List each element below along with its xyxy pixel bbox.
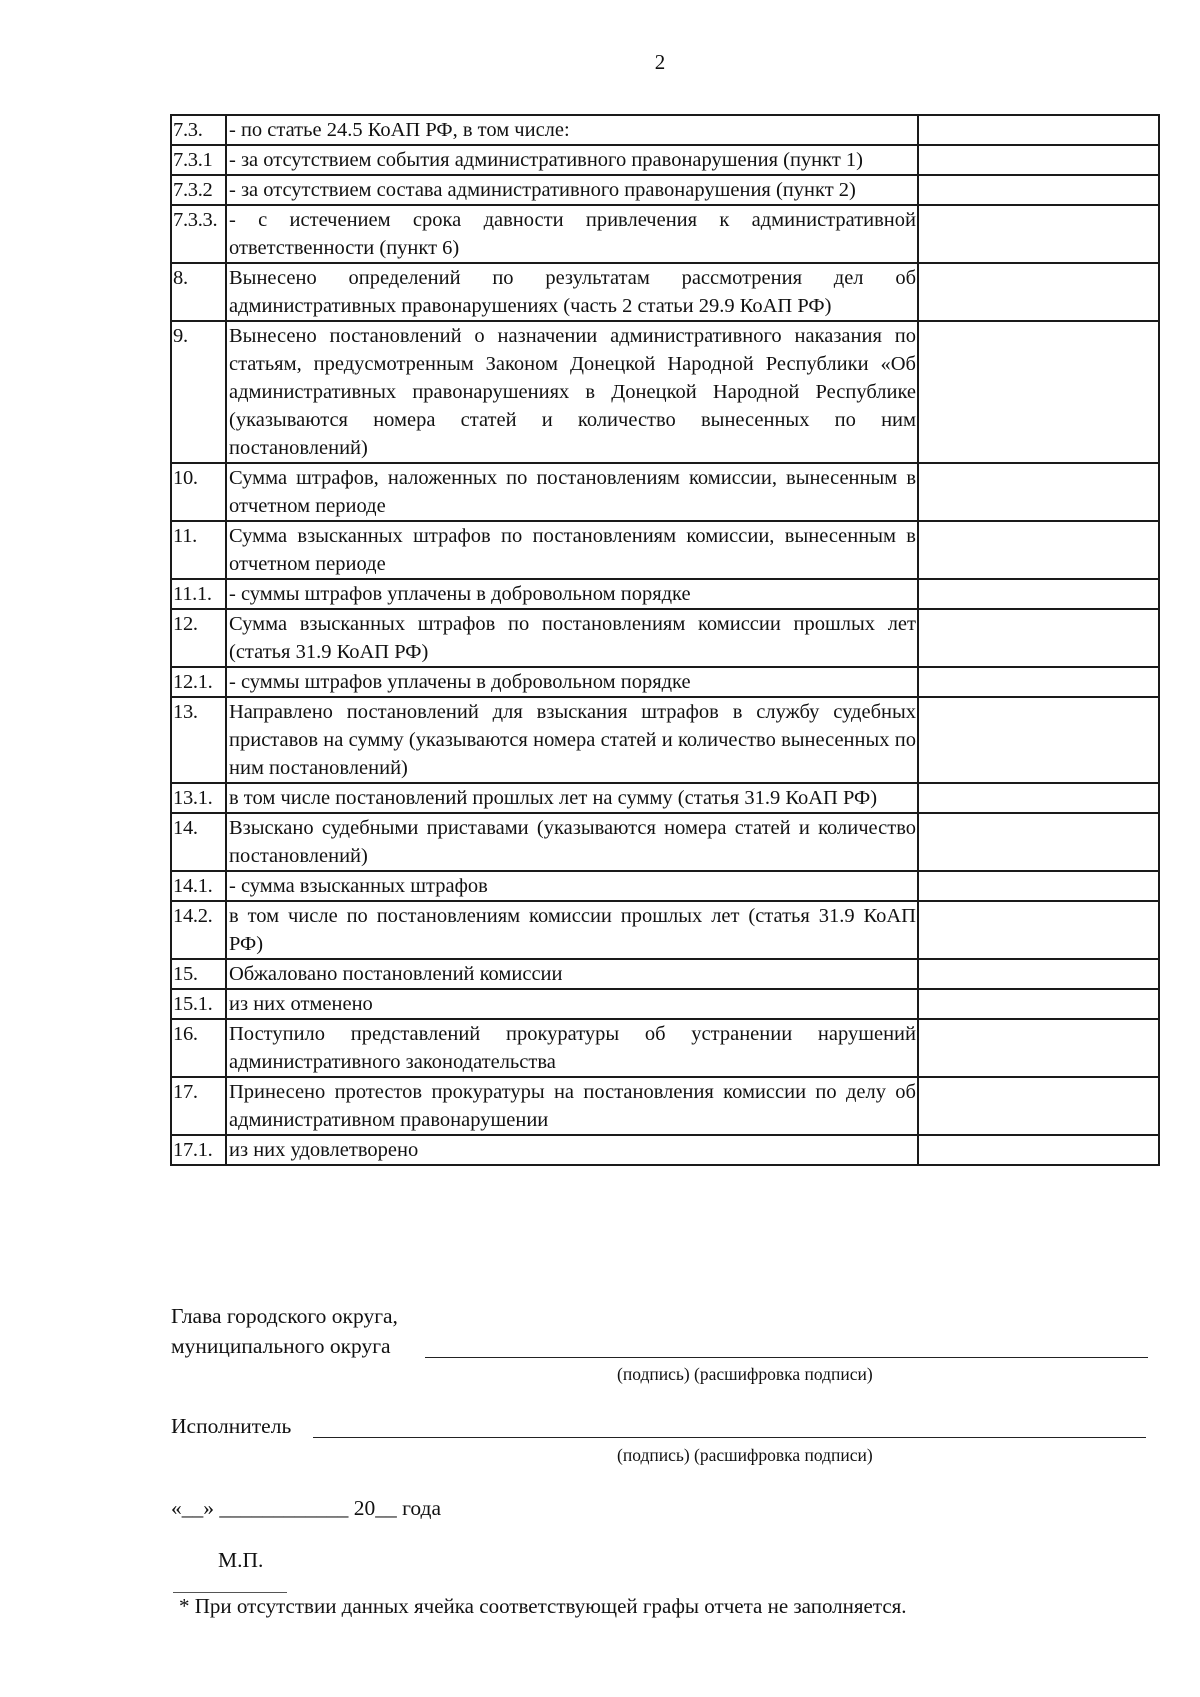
table-row — [171, 813, 1159, 871]
table-row — [171, 989, 1159, 1019]
row-description: Направлено постановлений для взыскания штрафов в службу судебных приставов на сумму (указываются номера статей и количество вынесенных по ним постановлений) — [226, 697, 918, 783]
row-number: 15.1. — [171, 989, 226, 1019]
footnote: * При отсутствии данных ячейка соответствующей графы отчета не заполняется. — [179, 1594, 907, 1618]
table-row — [171, 1019, 1159, 1077]
row-value-cell[interactable] — [918, 697, 1159, 783]
row-value-cell[interactable] — [918, 1019, 1159, 1077]
executor-signature-caption: (подпись) (расшифровка подписи) — [617, 1445, 873, 1465]
table-row — [171, 463, 1159, 521]
row-number: 14.1. — [171, 871, 226, 901]
row-number: 12.1. — [171, 667, 226, 697]
row-description: Вынесено определений по результатам рассмотрения дел об административных правонарушениях (часть 2 статьи 29.9 КоАП РФ) — [226, 263, 918, 321]
table-row — [171, 901, 1159, 959]
row-description: Обжаловано постановлений комиссии — [226, 959, 918, 989]
row-description: в том числе постановлений прошлых лет на сумму (статья 31.9 КоАП РФ) — [226, 783, 918, 813]
executor-signature-line[interactable] — [313, 1437, 1146, 1438]
row-value-cell[interactable] — [918, 783, 1159, 813]
row-value-cell[interactable] — [918, 521, 1159, 579]
row-number: 15. — [171, 959, 226, 989]
row-value-cell[interactable] — [918, 1077, 1159, 1135]
row-value-cell[interactable] — [918, 579, 1159, 609]
table-row — [171, 115, 1159, 145]
row-number: 14.2. — [171, 901, 226, 959]
date-line[interactable]: «__» ____________ 20__ года — [171, 1496, 442, 1520]
row-value-cell[interactable] — [918, 321, 1159, 463]
row-value-cell[interactable] — [918, 145, 1159, 175]
row-value-cell[interactable] — [918, 205, 1159, 263]
row-description: - с истечением срока давности привлечения к административной ответственности (пункт 6) — [226, 205, 918, 263]
row-number: 8. — [171, 263, 226, 321]
row-value-cell[interactable] — [918, 1135, 1159, 1165]
table-row — [171, 959, 1159, 989]
row-number: 7.3.2 — [171, 175, 226, 205]
row-value-cell[interactable] — [918, 175, 1159, 205]
row-value-cell[interactable] — [918, 989, 1159, 1019]
table-row — [171, 579, 1159, 609]
row-value-cell[interactable] — [918, 115, 1159, 145]
table-row — [171, 145, 1159, 175]
row-number: 7.3.1 — [171, 145, 226, 175]
row-value-cell[interactable] — [918, 901, 1159, 959]
table-row — [171, 175, 1159, 205]
table-row — [171, 1135, 1159, 1165]
row-description: - за отсутствием состава административного правонарушения (пункт 2) — [226, 175, 918, 205]
row-number: 7.3. — [171, 115, 226, 145]
table-row — [171, 263, 1159, 321]
row-value-cell[interactable] — [918, 871, 1159, 901]
row-number: 10. — [171, 463, 226, 521]
table-row — [171, 1077, 1159, 1135]
page-number: 2 — [654, 50, 666, 74]
row-description: Сумма взысканных штрафов по постановлениям комиссии прошлых лет (статья 31.9 КоАП РФ) — [226, 609, 918, 667]
footnote-divider — [173, 1592, 287, 1593]
table-row — [171, 871, 1159, 901]
row-value-cell[interactable] — [918, 463, 1159, 521]
row-value-cell[interactable] — [918, 959, 1159, 989]
table-row — [171, 667, 1159, 697]
row-number: 17.1. — [171, 1135, 226, 1165]
row-description: в том числе по постановлениям комиссии прошлых лет (статья 31.9 КоАП РФ) — [226, 901, 918, 959]
row-description: Вынесено постановлений о назначении административного наказания по статьям, предусмотренным Законом Донецкой Народной Республики «Об административных правонарушениях в Донецкой Народной Республике (указываются номера статей и количество вынесенных по ним постановлений) — [226, 321, 918, 463]
head-signature-line[interactable] — [425, 1357, 1148, 1358]
row-number: 11.1. — [171, 579, 226, 609]
row-number: 7.3.3. — [171, 205, 226, 263]
row-description: - суммы штрафов уплачены в добровольном порядке — [226, 667, 918, 697]
row-description: Сумма штрафов, наложенных по постановлениям комиссии, вынесенным в отчетном периоде — [226, 463, 918, 521]
table-row — [171, 521, 1159, 579]
head-title-line2: муниципального округа — [171, 1334, 391, 1358]
table-row — [171, 205, 1159, 263]
row-number: 13.1. — [171, 783, 226, 813]
row-description: Сумма взысканных штрафов по постановлениям комиссии, вынесенным в отчетном периоде — [226, 521, 918, 579]
row-number: 11. — [171, 521, 226, 579]
row-value-cell[interactable] — [918, 609, 1159, 667]
row-number: 9. — [171, 321, 226, 463]
table-row — [171, 783, 1159, 813]
row-description: Взыскано судебными приставами (указываются номера статей и количество постановлений) — [226, 813, 918, 871]
head-signature-caption: (подпись) (расшифровка подписи) — [617, 1364, 873, 1384]
row-description: - сумма взысканных штрафов — [226, 871, 918, 901]
table-row — [171, 609, 1159, 667]
row-value-cell[interactable] — [918, 667, 1159, 697]
row-description: - по статье 24.5 КоАП РФ, в том числе: — [226, 115, 918, 145]
row-number: 14. — [171, 813, 226, 871]
row-description: - за отсутствием события административного правонарушения (пункт 1) — [226, 145, 918, 175]
table-row — [171, 321, 1159, 463]
table-row — [171, 697, 1159, 783]
row-value-cell[interactable] — [918, 263, 1159, 321]
row-number: 16. — [171, 1019, 226, 1077]
report-table-body — [171, 115, 1159, 1165]
report-table — [170, 114, 1160, 1166]
row-number: 12. — [171, 609, 226, 667]
row-number: 17. — [171, 1077, 226, 1135]
row-number: 13. — [171, 697, 226, 783]
executor-label: Исполнитель — [171, 1414, 292, 1438]
head-title-line1: Глава городского округа, — [171, 1304, 398, 1328]
row-description: - суммы штрафов уплачены в добровольном порядке — [226, 579, 918, 609]
row-description: Принесено протестов прокуратуры на постановления комиссии по делу об административном правонарушении — [226, 1077, 918, 1135]
row-value-cell[interactable] — [918, 813, 1159, 871]
row-description: из них отменено — [226, 989, 918, 1019]
head-signature-block — [171, 1301, 398, 1361]
stamp-placeholder: М.П. — [218, 1548, 264, 1572]
row-description: Поступило представлений прокуратуры об устранении нарушений административного законодательства — [226, 1019, 918, 1077]
row-description: из них удовлетворено — [226, 1135, 918, 1165]
